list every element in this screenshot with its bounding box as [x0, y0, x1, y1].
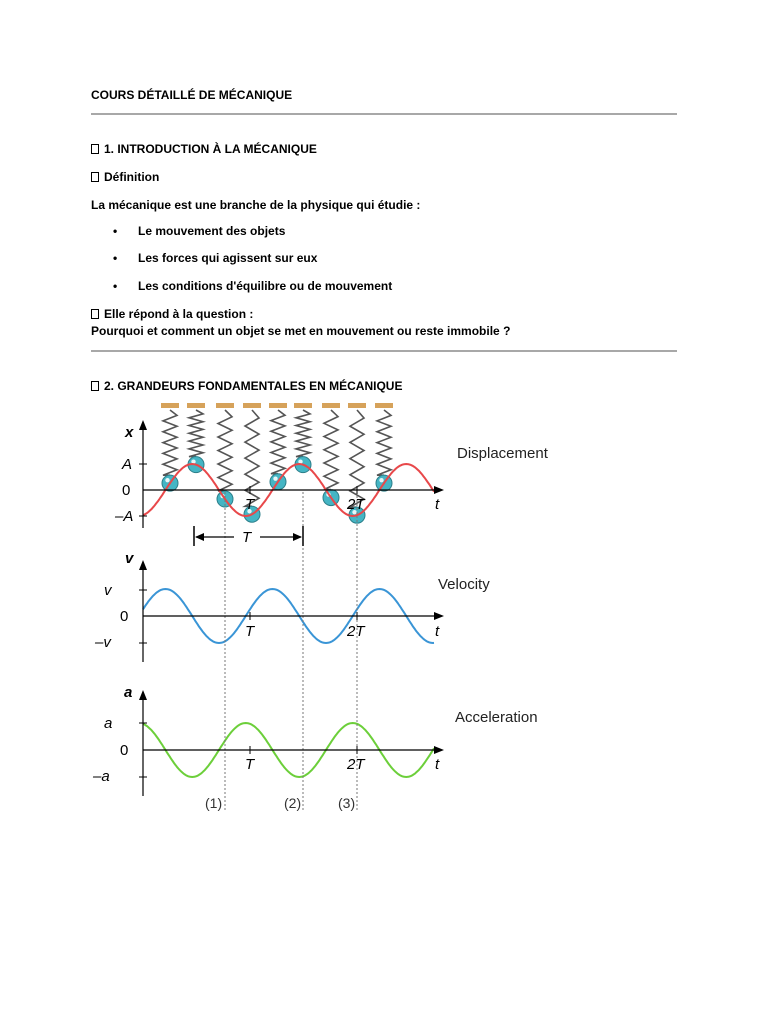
- arrow-up-icon: [139, 690, 147, 700]
- spring-coil: [189, 410, 203, 457]
- arrow-left-icon: [195, 533, 204, 541]
- list-item: Les forces qui agissent sur eux: [138, 251, 318, 265]
- arrow-up-icon: [139, 420, 147, 430]
- velocity-label: Velocity: [438, 576, 490, 593]
- spring-coil: [245, 410, 259, 506]
- mass-highlight: [165, 478, 169, 482]
- mass-highlight: [273, 477, 277, 481]
- tick-label: –v: [95, 634, 111, 651]
- definition-heading: Définition: [91, 170, 159, 185]
- marker-label-1: (1): [205, 795, 223, 811]
- list-item: Le mouvement des objets: [138, 224, 286, 238]
- tick-label: v: [104, 582, 112, 599]
- displacement-label: Displacement: [457, 445, 548, 462]
- marker-label-2: (2): [284, 795, 302, 811]
- marker-label-3: (3): [338, 795, 356, 811]
- tick-label: 2T: [347, 496, 365, 513]
- tick-label: 0: [122, 482, 131, 499]
- mass-highlight: [379, 478, 383, 482]
- time-axis-label: t: [435, 623, 440, 640]
- spring-coil: [377, 410, 391, 475]
- arrow-up-icon: [139, 560, 147, 570]
- period-label: T: [242, 529, 252, 546]
- tick-label: 2T: [347, 756, 365, 773]
- spring-coil: [324, 410, 338, 490]
- acceleration-axis-label: a: [124, 684, 133, 701]
- question-text: Pourquoi et comment un objet se met en mouvement ou reste immobile ?: [91, 324, 511, 338]
- bullet-dot: •: [113, 279, 118, 293]
- tick-label: T: [245, 756, 255, 773]
- tick-label: 2T: [347, 623, 365, 640]
- acceleration-label: Acceleration: [455, 709, 538, 726]
- tick-label: 0: [120, 608, 129, 625]
- section1-heading: 1. INTRODUCTION À LA MÉCANIQUE: [91, 142, 317, 157]
- tick-label: 0: [120, 742, 129, 759]
- velocity-axis-label: v: [125, 550, 134, 567]
- list-item: Les conditions d'équilibre ou de mouvement: [138, 279, 393, 293]
- tick-label: T: [245, 623, 255, 640]
- ceiling-mount: [243, 403, 261, 408]
- time-axis-label: t: [435, 496, 440, 513]
- arrow-right-icon: [293, 533, 302, 541]
- bullet-dot: •: [113, 251, 118, 265]
- intro-paragraph: La mécanique est une branche de la physique qui étudie :: [91, 198, 421, 212]
- spring-coil: [218, 410, 232, 491]
- section2-heading: 2. GRANDEURS FONDAMENTALES EN MÉCANIQUE: [91, 379, 402, 394]
- time-axis-label: t: [435, 756, 440, 773]
- spring-coil: [163, 410, 177, 475]
- ceiling-mount: [294, 403, 312, 408]
- document-title: COURS DÉTAILLÉ DE MÉCANIQUE: [91, 88, 293, 102]
- ceiling-mount: [269, 403, 287, 408]
- tick-label: –A: [115, 508, 134, 525]
- arrow-right-icon: [434, 746, 444, 754]
- spring-coil: [271, 410, 285, 474]
- tick-label: a: [104, 715, 113, 732]
- ceiling-mount: [216, 403, 234, 408]
- arrow-right-icon: [434, 612, 444, 620]
- ceiling-mount: [187, 403, 205, 408]
- tick-label: –a: [93, 768, 110, 785]
- displacement-axis-label: x: [125, 424, 134, 441]
- spring-coil: [296, 410, 310, 457]
- ceiling-mount: [375, 403, 393, 408]
- ceiling-mount: [161, 403, 179, 408]
- arrow-right-icon: [434, 486, 444, 494]
- tick-label: T: [245, 496, 255, 513]
- tick-label: A: [122, 456, 133, 473]
- bullet-dot: •: [113, 224, 118, 238]
- ceiling-mount: [322, 403, 340, 408]
- ceiling-mount: [348, 403, 366, 408]
- question-label: Elle répond à la question :: [91, 307, 253, 322]
